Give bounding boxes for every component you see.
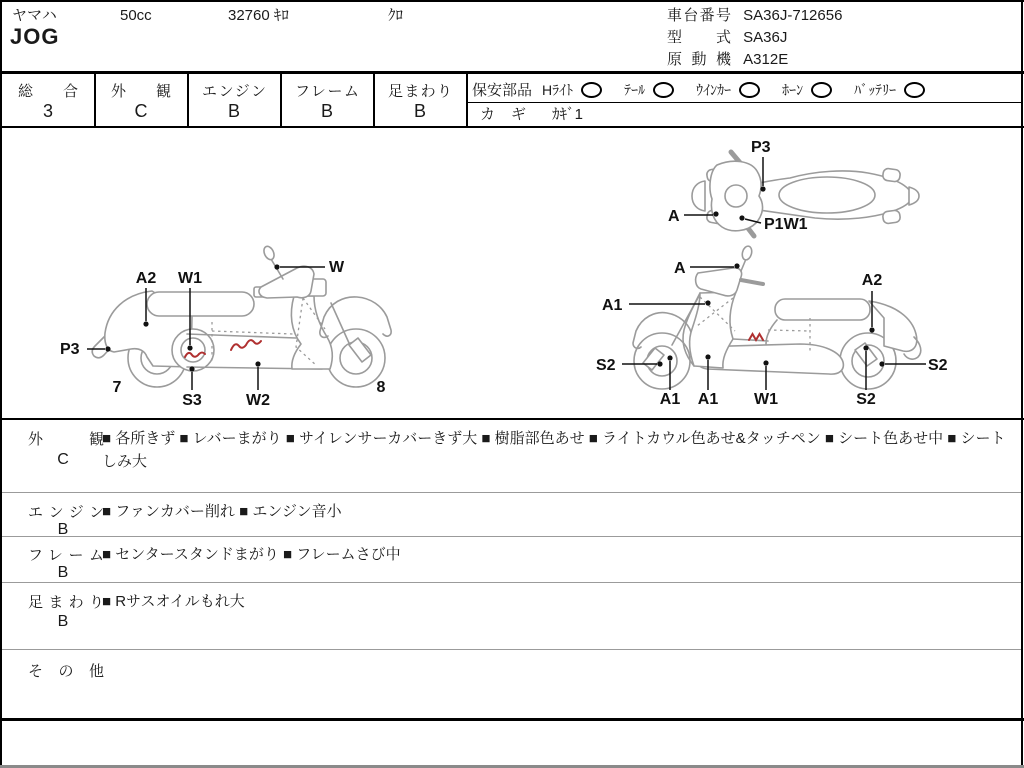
chassis-number-label: 車台番号 — [667, 7, 731, 24]
label-s2-left: S2 — [596, 357, 616, 374]
ok-circle-icon — [904, 82, 925, 98]
label-w: W — [329, 259, 345, 276]
label-s2-bottom: S2 — [856, 391, 876, 408]
side-view-left-sketch — [92, 245, 391, 387]
label-w1: W1 — [754, 391, 778, 408]
model-code-value: SA36J — [743, 29, 788, 46]
section-engine-label: エンジン — [28, 504, 104, 521]
section-frame-grade: B — [57, 564, 69, 581]
ok-circle-icon — [811, 82, 832, 98]
rule-footer-top — [0, 718, 1024, 721]
section-frame-label: フレーム — [28, 547, 104, 564]
engine-code-value: A312E — [743, 51, 789, 68]
rule-header-bottom — [0, 71, 1024, 74]
section-exterior-label: 外 観 — [28, 431, 104, 448]
label-a1-bottom1: A1 — [659, 391, 681, 408]
engine-code-row — [667, 51, 788, 69]
defect-mark-w2-left — [231, 340, 261, 350]
ok-circle-icon — [739, 82, 760, 98]
label-p3: P3 — [751, 139, 771, 156]
label-w2: W2 — [246, 392, 270, 409]
rule-section-divider — [2, 492, 1021, 493]
mileage: 32760 ｷﾛ — [228, 7, 289, 24]
displacement: 50cc — [120, 7, 152, 24]
section-undercarriage-comments: ■ Rサスオイルもれ大 — [102, 593, 245, 610]
model-code-label: 型 式 — [667, 29, 731, 46]
label-p1w1: P1W1 — [764, 216, 808, 233]
model-code-row — [667, 29, 787, 47]
section-undercarriage-label: 足まわり — [28, 594, 104, 611]
section-exterior-comments: ■ 各所きず ■ レバーまがり ■ サイレンサーカバーきず大 ■ 樹脂部色あせ ■ ライトカウル色あせ&タッチペン ■ シート色あせ中 ■ シートしみ大 — [102, 430, 1006, 470]
rating-engine-value: B — [227, 101, 240, 121]
label-s2-right: S2 — [928, 357, 948, 374]
label-a2: A2 — [861, 272, 883, 289]
ok-circle-icon — [581, 82, 602, 98]
chassis-number-value: SA36J-712656 — [743, 7, 843, 24]
safety-item-headlight: Hﾗｲﾄ — [542, 80, 602, 100]
engine-code-label: 原 動 機 — [667, 51, 731, 68]
rating-exterior-label: 外 観 — [111, 83, 171, 100]
label-a2: A2 — [135, 270, 157, 287]
rating-overall-label: 総 合 — [18, 83, 78, 100]
key-label: カ ギ — [480, 106, 526, 123]
rating-frame-value: B — [320, 101, 333, 121]
maker-name: ヤマハ — [12, 7, 57, 24]
defect-mark-w1-right — [749, 334, 763, 340]
label-s3: S3 — [182, 392, 202, 409]
safety-item-battery: ﾊﾞｯﾃﾘｰ — [854, 80, 925, 100]
rule-section-divider — [2, 582, 1021, 583]
safety-parts-row — [472, 79, 1018, 100]
section-engine-grade: B — [57, 521, 69, 538]
rule-section-divider — [2, 649, 1021, 650]
rating-overall-value: 3 — [42, 101, 53, 121]
vehicle-condition-diagram — [0, 128, 1024, 420]
rule-safety-divider — [466, 102, 1022, 103]
section-other-label: そ の 他 — [28, 663, 104, 680]
safety-item-horn: ﾎｰﾝ — [782, 80, 832, 100]
rating-frame-label: フレーム — [295, 83, 359, 100]
label-w1: W1 — [178, 270, 202, 287]
label-p3: P3 — [60, 341, 80, 358]
safety-item-tail: ﾃｰﾙ — [624, 80, 674, 100]
section-undercarriage-grade: B — [57, 613, 69, 630]
section-exterior-grade: C — [57, 451, 69, 468]
safety-item-winker: ｳｲﾝｶｰ — [696, 80, 760, 100]
safety-parts-title: 保安部品 — [472, 82, 533, 99]
label-a1-front: A1 — [602, 297, 623, 314]
model-name: JOG — [10, 24, 60, 49]
border-top — [0, 0, 1024, 2]
rule-cell-divider — [466, 74, 468, 126]
section-frame-comments: ■ センタースタンドまがり ■ フレームさび中 — [102, 546, 401, 563]
key-row — [480, 106, 583, 124]
label-7: 7 — [112, 379, 122, 396]
label-a: A — [674, 260, 686, 277]
body-color: ｸﾛ — [388, 7, 404, 24]
label-8: 8 — [376, 379, 386, 396]
label-a: A — [668, 208, 680, 225]
ok-circle-icon — [653, 82, 674, 98]
chassis-number-row — [667, 7, 842, 25]
rating-undercarriage-value: B — [413, 101, 426, 121]
label-a1-bottom2: A1 — [697, 391, 719, 408]
rating-exterior-value: C — [134, 101, 148, 121]
key-value: ｶｷﾞ1 — [552, 106, 584, 123]
section-engine-comments: ■ ファンカバー削れ ■ エンジン音小 — [102, 503, 342, 520]
rating-undercarriage-label: 足まわり — [388, 83, 452, 100]
rating-engine-label: エンジン — [202, 83, 266, 100]
rule-section-divider — [2, 536, 1021, 537]
